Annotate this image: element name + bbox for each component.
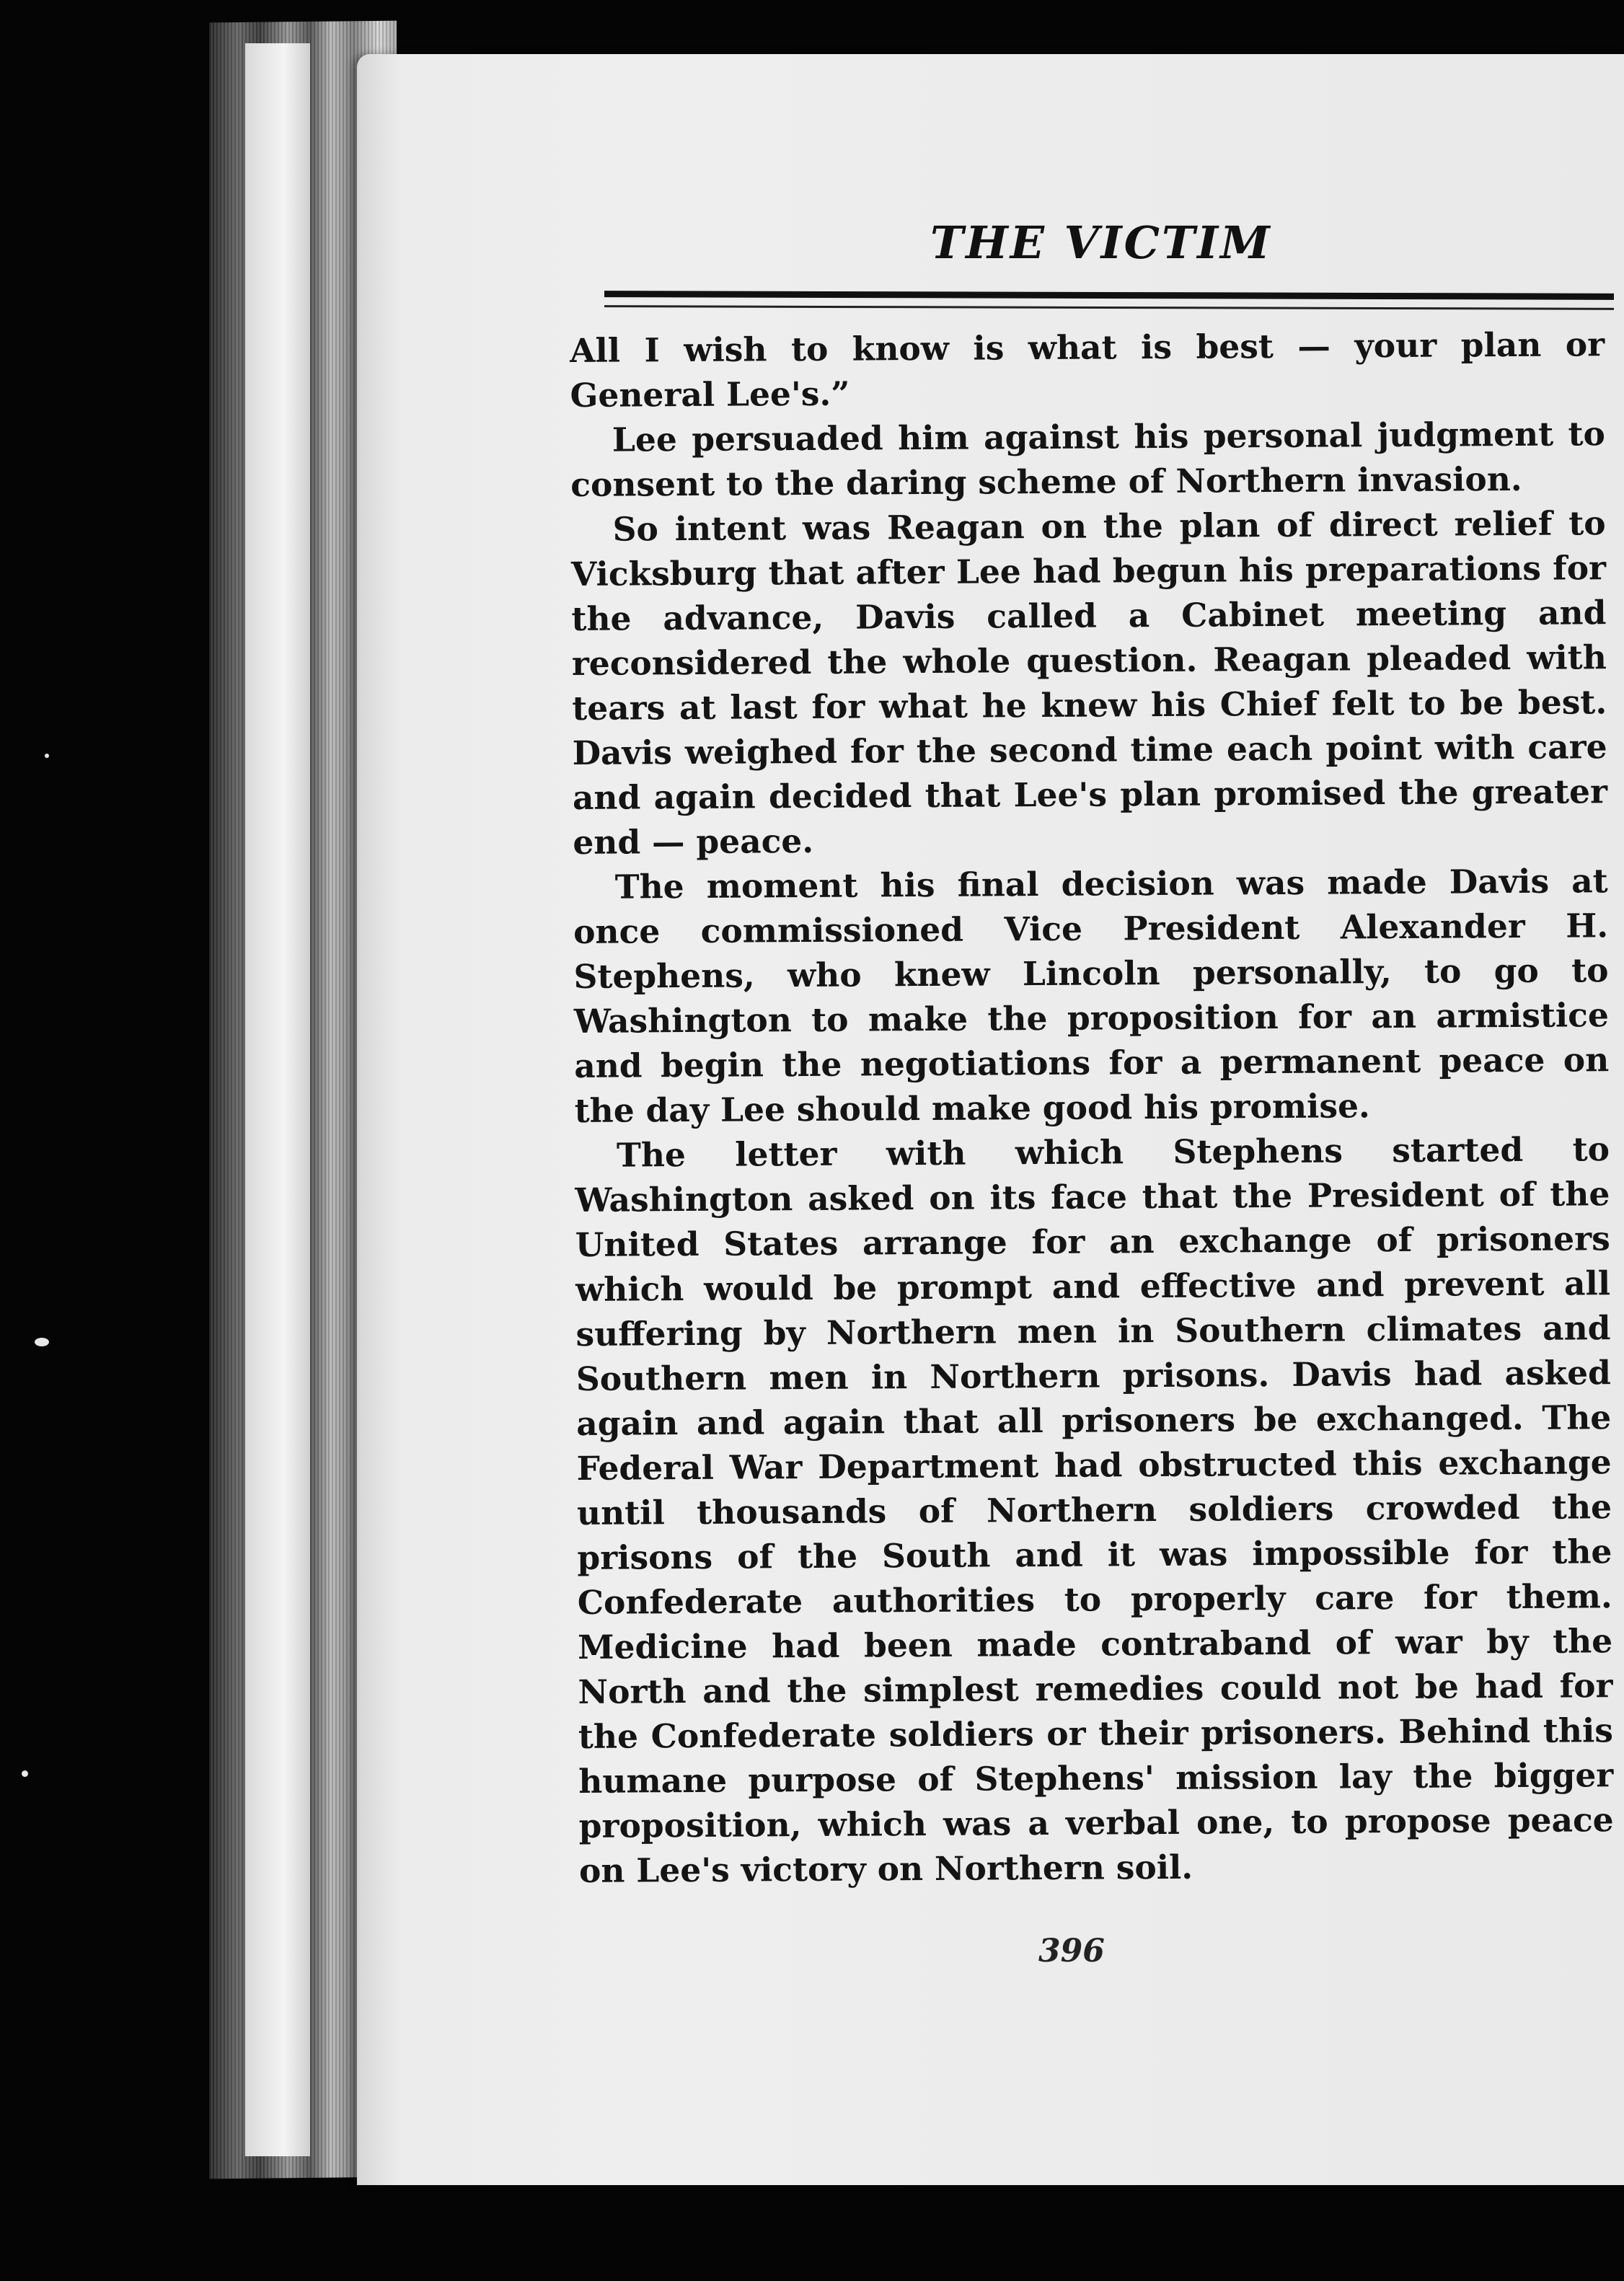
paragraph-1: All I wish to know is what is best — your plan or General Lee's.”	[570, 325, 1605, 415]
page-number: 396	[1038, 1933, 1105, 1969]
paragraph-5: The letter with which Stephens started to Washington asked on its face that the President of the United States arrange for an exchange of prisoners which would be prompt and effective and prevent all suffering by Northern men in Southern climates and Southern men in Northern prisons. Davis had asked again and again that all prisoners be exchanged. The Federal War Department had obstructed this exchange until thousands of Northern soldiers crowded the prisons of the South and it was impossible for the Confederate authorities to properly care for them. Medicine had been made contraband of war by the North and the simplest remedies could not be had for the Confederate soldiers or their prisoners. Behind this humane purpose of Stephens' mission lay the bigger proposition, which was a verbal one, to propose peace on Lee's victory on Northern soil.	[575, 1129, 1614, 1890]
scan-speck	[22, 1770, 28, 1777]
paragraph-2: Lee persuaded him against his personal judgment to consent to the daring scheme of Northern invasion.	[570, 414, 1606, 504]
running-title: THE VICTIM	[930, 216, 1272, 269]
page-edge-strip	[245, 43, 310, 2156]
scan-speck	[45, 754, 49, 758]
scan-speck	[35, 1338, 49, 1346]
paragraph-3: So intent was Reagan on the plan of direct relief to Vicksburg that after Lee had begun his preparations for the advance, Davis called a Cabinet meeting and reconsidered the whole question. Reagan pleaded with tears at last for what he knew his Chief felt to be best. Davis weighed for the second time each point with care and again decided that Lee's plan promised the greater end — peace.	[570, 503, 1608, 862]
paragraph-4: The moment his final decision was made Davis at once commissioned Vice President Alexander H. Stephens, who knew Lincoln personally, to go to Washington to make the proposition for an armistice and begin the negotiations for a permanent peace on the day Lee should make good his promise.	[573, 861, 1610, 1130]
body-text	[570, 322, 1614, 1893]
